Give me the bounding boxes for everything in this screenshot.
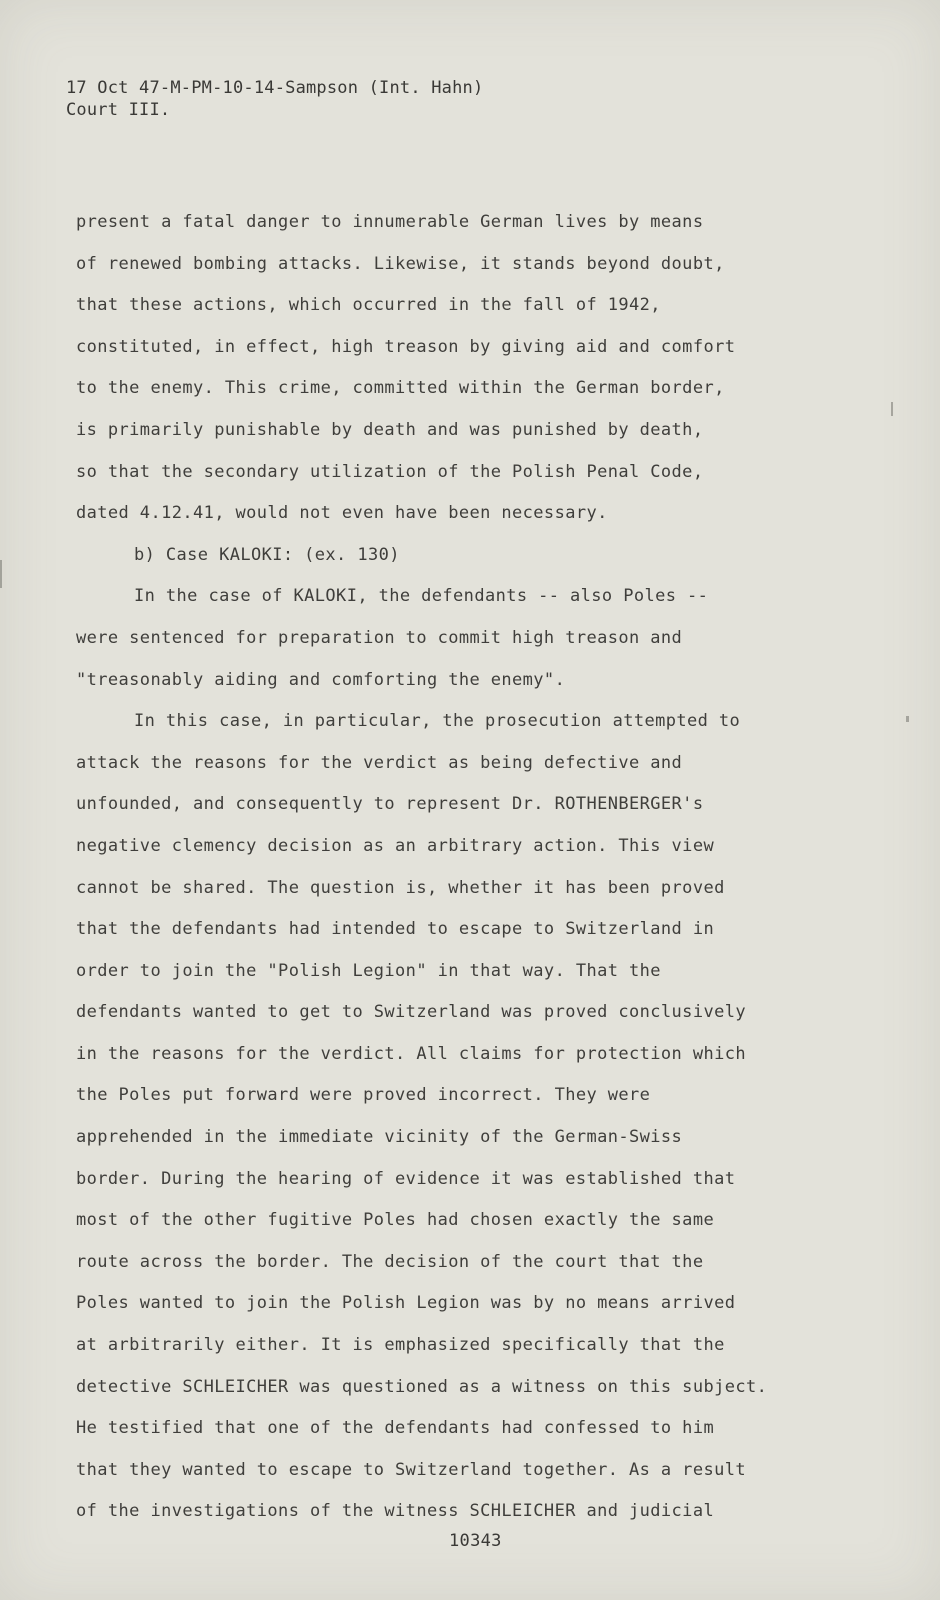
body-line: negative clemency decision as an arbitrary action. This view [76, 835, 715, 856]
body-line: cannot be shared. The question is, whether it has been proved [76, 877, 725, 898]
document-body [76, 202, 896, 1533]
scan-edge-mark [906, 716, 909, 722]
body-line: attack the reasons for the verdict as being defective and [76, 752, 683, 773]
body-line: order to join the "Polish Legion" in that way. That the [76, 960, 661, 981]
body-line: of renewed bombing attacks. Likewise, it stands beyond doubt, [76, 253, 725, 274]
header-court-line: Court III. [66, 100, 171, 120]
body-line: dated 4.12.41, would not even have been necessary. [76, 503, 608, 524]
body-line: apprehended in the immediate vicinity of the German-Swiss [76, 1127, 683, 1148]
document-header [66, 77, 483, 121]
scan-edge-mark [0, 560, 2, 588]
page-number: 10343 [449, 1531, 502, 1551]
body-line: were sentenced for preparation to commit high treason and [76, 627, 683, 648]
body-line: unfounded, and consequently to represent Dr. ROTHENBERGER's [76, 794, 704, 815]
body-line: "treasonably aiding and comforting the enemy". [76, 669, 566, 690]
body-line: He testified that one of the defendants had confessed to him [76, 1418, 715, 1439]
body-line: present a fatal danger to innumerable German lives by means [76, 212, 704, 232]
body-line: that the defendants had intended to escape to Switzerland in [76, 919, 715, 940]
body-line: of the investigations of the witness SCHLEICHER and judicial [76, 1501, 715, 1522]
body-line: the Poles put forward were proved incorrect. They were [76, 1085, 651, 1106]
body-line: defendants wanted to get to Switzerland was proved conclusively [76, 1002, 746, 1023]
body-line: detective SCHLEICHER was questioned as a witness on this subject. [76, 1376, 768, 1397]
body-line: constituted, in effect, high treason by giving aid and comfort [76, 336, 736, 357]
paragraph-start-line: In this case, in particular, the prosecution attempted to [134, 711, 741, 732]
body-line: in the reasons for the verdict. All claims for protection which [76, 1043, 746, 1064]
body-line: that these actions, which occurred in the fall of 1942, [76, 295, 661, 316]
body-line: at arbitrarily either. It is emphasized specifically that the [76, 1335, 725, 1356]
header-session-line: 17 Oct 47-M-PM-10-14-Sampson (Int. Hahn) [66, 78, 484, 98]
section-heading-kaloki: b) Case KALOKI: (ex. 130) [134, 544, 400, 565]
body-line: so that the secondary utilization of the Polish Penal Code, [76, 461, 704, 482]
body-line: that they wanted to escape to Switzerland together. As a result [76, 1459, 746, 1480]
body-line: border. During the hearing of evidence it was established that [76, 1168, 736, 1189]
scan-edge-mark [891, 402, 893, 416]
body-line: to the enemy. This crime, committed within the German border, [76, 378, 725, 399]
body-line: is primarily punishable by death and was punished by death, [76, 419, 704, 440]
body-line: most of the other fugitive Poles had chosen exactly the same [76, 1210, 715, 1231]
body-line: Poles wanted to join the Polish Legion was by no means arrived [76, 1293, 736, 1314]
paragraph-start-line: In the case of KALOKI, the defendants -- also Poles -- [134, 586, 709, 607]
body-line: route across the border. The decision of the court that the [76, 1251, 704, 1272]
